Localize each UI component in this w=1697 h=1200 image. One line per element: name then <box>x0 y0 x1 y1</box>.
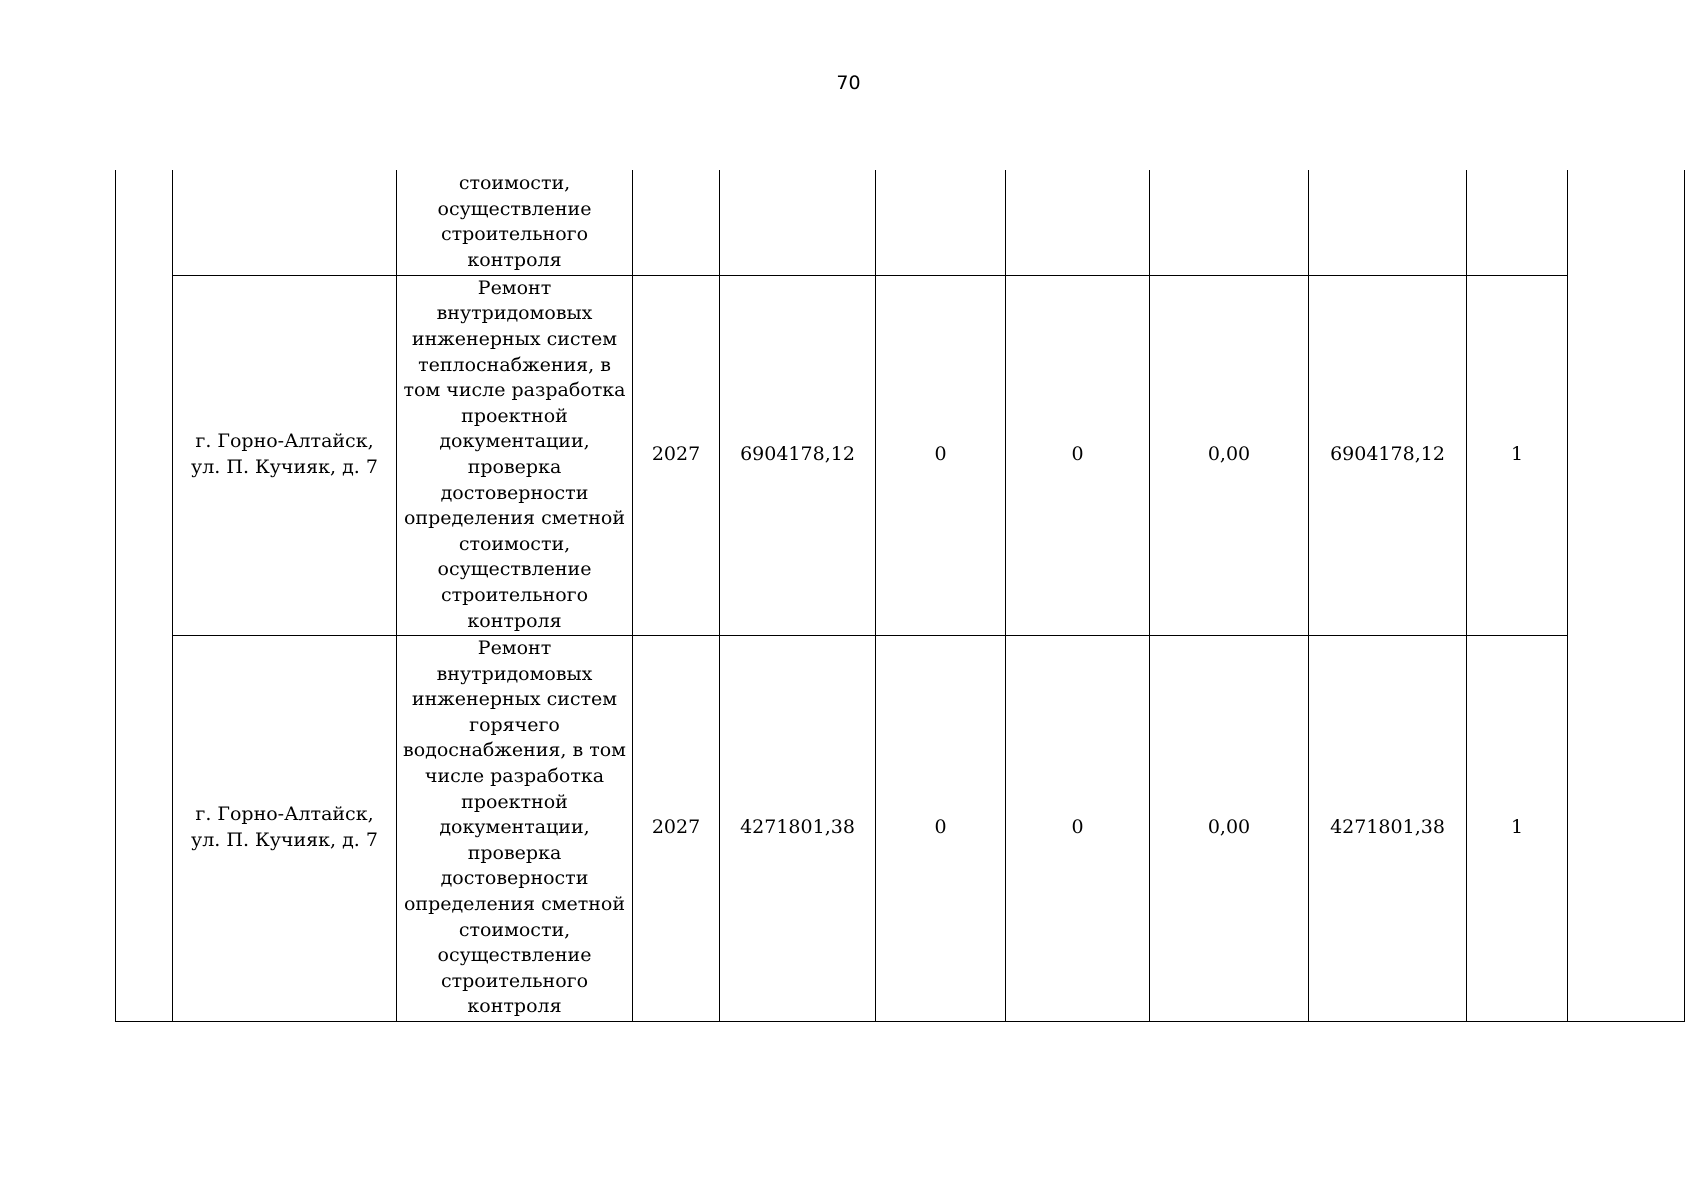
value-cell-5: 0 <box>876 635 1006 1021</box>
work-description-cell: Ремонт внутридомовых инженерных систем горячего водоснабжения, в том числе разработка проектной документации, проверка достоверности определения сметной стоимости, осуществление строительного контроля <box>397 635 633 1021</box>
value-cell-6: 0 <box>1006 275 1150 635</box>
value-cell-9: 1 <box>1467 275 1568 635</box>
page-number: 70 <box>836 72 861 94</box>
table-row <box>116 170 1685 275</box>
total-cost-cell <box>720 170 876 275</box>
value-cell-7: 0,00 <box>1150 275 1309 635</box>
row-number-cell <box>116 170 173 1021</box>
value-cell-8: 4271801,38 <box>1309 635 1467 1021</box>
last-column-cell <box>1568 170 1685 1021</box>
works-table <box>115 170 1685 1022</box>
table-row <box>116 635 1685 1021</box>
total-cost-cell: 6904178,12 <box>720 275 876 635</box>
value-cell-8 <box>1309 170 1467 275</box>
value-cell-5: 0 <box>876 275 1006 635</box>
work-description-cell: Ремонт внутридомовых инженерных систем теплоснабжения, в том числе разработка проектной документации, проверка достоверности определения сметной стоимости, осуществление строительного контроля <box>397 275 633 635</box>
year-cell: 2027 <box>633 635 720 1021</box>
value-cell-5 <box>876 170 1006 275</box>
value-cell-9: 1 <box>1467 635 1568 1021</box>
work-description-cell: стоимости, осуществление строительного контроля <box>397 170 633 275</box>
address-cell: г. Горно-Алтайск, ул. П. Кучияк, д. 7 <box>173 275 397 635</box>
value-cell-6 <box>1006 170 1150 275</box>
total-cost-cell: 4271801,38 <box>720 635 876 1021</box>
value-cell-9 <box>1467 170 1568 275</box>
value-cell-6: 0 <box>1006 635 1150 1021</box>
table-row <box>116 275 1685 635</box>
address-cell <box>173 170 397 275</box>
year-cell <box>633 170 720 275</box>
address-cell: г. Горно-Алтайск, ул. П. Кучияк, д. 7 <box>173 635 397 1021</box>
value-cell-8: 6904178,12 <box>1309 275 1467 635</box>
year-cell: 2027 <box>633 275 720 635</box>
value-cell-7: 0,00 <box>1150 635 1309 1021</box>
value-cell-7 <box>1150 170 1309 275</box>
